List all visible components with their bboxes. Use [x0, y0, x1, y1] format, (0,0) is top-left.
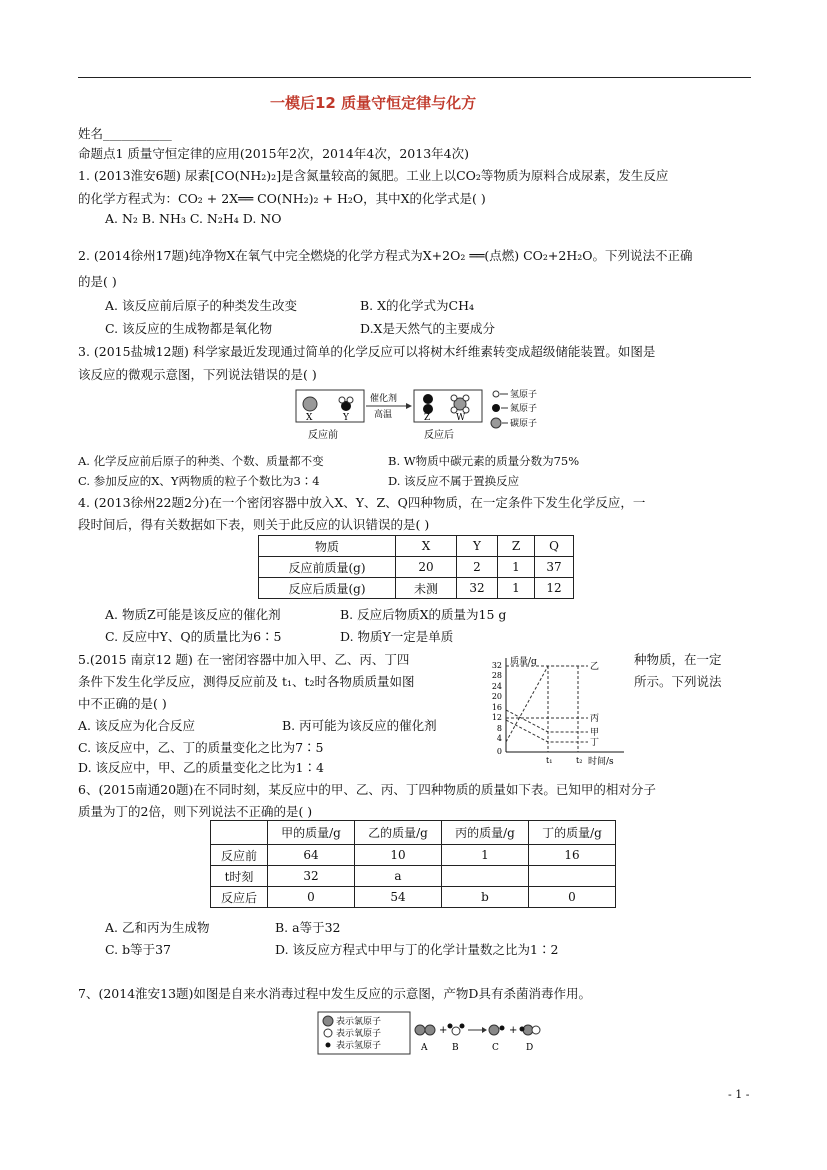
table-cell: Y: [457, 536, 498, 557]
label-y: Y: [343, 413, 349, 423]
table-cell: 54: [355, 887, 442, 908]
y-axis-label: 质量/g: [510, 657, 537, 667]
after-label: 反应后: [424, 430, 454, 441]
label-x: X: [306, 413, 313, 423]
table-row: [259, 578, 574, 599]
table-cell: 32: [268, 866, 355, 887]
series-label-ding: 丁: [590, 738, 600, 748]
y-tick: 12: [491, 713, 502, 722]
q2-option-c: C. 该反应的生成物都是氧化物: [105, 321, 273, 336]
label-b: B: [452, 1043, 459, 1053]
q2-option-d: D.X是天然气的主要成分: [360, 321, 495, 336]
table-cell: [211, 821, 268, 845]
table-cell: 物质: [259, 536, 396, 557]
q7-reaction-diagram: [316, 1010, 546, 1058]
x-axis-label: 时间/s: [588, 757, 614, 767]
legend-2: 表示氧原子: [336, 1029, 382, 1039]
q4-option-a: A. 物质Z可能是该反应的催化剂: [105, 607, 281, 622]
q1-stem-1: 1. (2013淮安6题) 尿素[CO(NH₂)₂]是含氮量较高的氮肥。工业上以CO₂等物质为原料合成尿素，发生反应: [78, 168, 669, 183]
label-d: D: [526, 1043, 534, 1053]
page-title: 一模后12 质量守恒定律与化方: [270, 94, 477, 112]
table-cell: 1: [498, 557, 535, 578]
q4-option-b: B. 反应后物质X的质量为15 g: [340, 607, 507, 622]
oxygen-atom-icon: [324, 1029, 332, 1037]
y-tick: 8: [496, 724, 502, 733]
svg-text:+: +: [509, 1025, 518, 1036]
q5-option-c: C. 该反应中，乙、丁的质量变化之比为7∶5: [78, 740, 324, 755]
y-tick: 0: [496, 747, 502, 756]
label-a: A: [421, 1043, 428, 1053]
table-row: [211, 821, 616, 845]
table-cell: 1: [442, 845, 529, 866]
q6-data-table: [210, 820, 616, 908]
q4-stem-2: 段时间后，得有关数据如下表，则关于此反应的认识错误的是( ): [78, 517, 430, 532]
q3-option-b: B. W物质中碳元素的质量分数为75%: [388, 454, 580, 468]
table-cell: 0: [529, 887, 616, 908]
legend-carbon: 碳原子: [510, 419, 538, 429]
table-cell: 10: [355, 845, 442, 866]
table-cell: 反应前质量(g): [259, 557, 396, 578]
q5-stem-3: 中不正确的是( ): [78, 696, 167, 711]
series-label-yi: 乙: [590, 662, 600, 672]
table-cell: 20: [396, 557, 457, 578]
q6-option-a: A. 乙和丙为生成物: [105, 920, 210, 935]
table-cell: 32: [457, 578, 498, 599]
y-tick: 20: [491, 692, 502, 701]
q6-option-b: B. a等于32: [275, 920, 341, 935]
q4-stem-1: 4. (2013徐州22题2分)在一个密闭容器中放入X、Y、Z、Q四种物质，在一定条件下发生化学反应，一: [78, 495, 646, 510]
table-cell: [529, 866, 616, 887]
topic-heading: 命题点1 质量守恒定律的应用(2015年2次，2014年4次，2013年4次): [78, 146, 469, 161]
q3-option-d: D. 该反应不属于置换反应: [388, 474, 520, 488]
series-yi-line: [506, 666, 588, 742]
y-tick: 4: [496, 734, 502, 743]
table-cell: 反应前: [211, 845, 268, 866]
legend-1: 表示氯原子: [336, 1017, 382, 1027]
series-label-bing: 丙: [590, 714, 600, 724]
table-cell: 2: [457, 557, 498, 578]
q5-mass-chart: [484, 652, 634, 768]
q2-option-a: A. 该反应前后原子的种类发生改变: [105, 298, 297, 313]
table-cell: 未测: [396, 578, 457, 599]
table-cell: 0: [268, 887, 355, 908]
table-cell: 37: [535, 557, 574, 578]
q3-option-a: A. 化学反应前后原子的种类、个数、质量都不变: [78, 454, 324, 468]
table-cell: X: [396, 536, 457, 557]
top-rule: [78, 77, 751, 78]
heat-label: 高温: [374, 410, 393, 420]
q3-stem-1: 3. (2015盐城12题) 科学家最近发现通过简单的化学反应可以将树木纤维素转变成超级储能装置。如图是: [78, 344, 656, 359]
label-c: C: [492, 1043, 499, 1053]
table-cell: 反应后质量(g): [259, 578, 396, 599]
y-tick: 24: [491, 682, 502, 691]
q5-option-a: A. 该反应为化合反应: [78, 718, 195, 733]
q2-stem-1: 2. (2014徐州17题)纯净物X在氧气中完全燃烧的化学方程式为X+2O₂ ══(点燃) CO₂+2H₂O。下列说法不正确: [78, 248, 693, 263]
q5-stem-1b: 种物质，在一定: [634, 652, 722, 667]
page-number: - 1 -: [728, 1088, 750, 1101]
table-cell: 12: [535, 578, 574, 599]
x-tick-t2: t₂: [576, 756, 583, 765]
q6-stem-1: 6、(2015南通20题)在不同时刻，某反应中的甲、乙、丙、丁四种物质的质量如下表。已知甲的相对分子: [78, 782, 656, 797]
q6-stem-2: 质量为丁的2倍，则下列说法不正确的是( ): [78, 804, 313, 819]
q5-stem-1a: 5.(2015 南京12 题) 在一密闭容器中加入甲、乙、丙、丁四: [78, 652, 410, 667]
catalyst-label: 催化剂: [370, 394, 398, 404]
table-row: [211, 845, 616, 866]
table-cell: 乙的质量/g: [355, 821, 442, 845]
legend-hydrogen: 氢原子: [510, 390, 538, 400]
table-cell: b: [442, 887, 529, 908]
name-field: 姓名___________: [78, 126, 172, 141]
chlorine-atom-icon: [323, 1016, 333, 1026]
legend-nitrogen: 氮原子: [510, 404, 538, 414]
table-cell: 16: [529, 845, 616, 866]
table-cell: Z: [498, 536, 535, 557]
table-cell: 1: [498, 578, 535, 599]
hydrogen-atom-icon: [326, 1043, 331, 1048]
y-tick: 32: [491, 661, 502, 670]
table-cell: [442, 866, 529, 887]
table-cell: 64: [268, 845, 355, 866]
table-cell: a: [355, 866, 442, 887]
q1-stem-2: 的化学方程式为：CO₂ + 2X══ CO(NH₂)₂ + H₂O，其中X的化学式是( ): [78, 191, 486, 206]
table-cell: 甲的质量/g: [268, 821, 355, 845]
q5-option-d: D. 该反应中，甲、乙的质量变化之比为1∶4: [78, 760, 324, 775]
q4-option-c: C. 反应中Y、Q的质量比为6∶5: [105, 629, 282, 644]
before-label: 反应前: [308, 430, 338, 441]
q3-reaction-diagram: [294, 386, 574, 446]
q4-data-table: [258, 535, 574, 599]
svg-text:+: +: [439, 1025, 448, 1036]
table-row: [211, 866, 616, 887]
q3-option-c: C. 参加反应的X、Y两物质的粒子个数比为3∶4: [78, 474, 320, 488]
q2-option-b: B. X的化学式为CH₄: [360, 298, 475, 313]
table-cell: Q: [535, 536, 574, 557]
y-tick: 28: [491, 671, 502, 680]
table-cell: 丙的质量/g: [442, 821, 529, 845]
q4-option-d: D. 物质Y一定是单质: [340, 629, 454, 644]
table-cell: 反应后: [211, 887, 268, 908]
table-row: [259, 557, 574, 578]
q1-options: A. N₂ B. NH₃ C. N₂H₄ D. NO: [105, 211, 282, 226]
label-z: Z: [424, 413, 431, 423]
x-tick-t1: t₁: [546, 756, 553, 765]
q6-option-c: C. b等于37: [105, 942, 171, 957]
carbon-atom-icon: [303, 397, 317, 411]
q5-option-b: B. 丙可能为该反应的催化剂: [282, 718, 437, 733]
q2-stem-2: 的是( ): [78, 274, 117, 289]
table-row: [211, 887, 616, 908]
table-cell: 丁的质量/g: [529, 821, 616, 845]
series-label-jia: 甲: [590, 728, 600, 738]
table-cell: t时刻: [211, 866, 268, 887]
table-row: [259, 536, 574, 557]
series-jia-line: [506, 710, 588, 732]
q7-stem: 7、(2014淮安13题)如图是自来水消毒过程中发生反应的示意图，产物D具有杀菌消毒作用。: [78, 986, 591, 1001]
q5-stem-2a: 条件下发生化学反应，测得反应前及 t₁、t₂时各物质质量如图: [78, 674, 415, 689]
q3-stem-2: 该反应的微观示意图，下列说法错误的是( ): [78, 367, 317, 382]
legend-3: 表示氢原子: [336, 1041, 382, 1051]
hydrogen-atom-icon: [339, 397, 345, 403]
q6-option-d: D. 该反应方程式中甲与丁的化学计量数之比为1∶2: [275, 942, 559, 957]
q5-stem-2b: 所示。下列说法: [634, 674, 722, 689]
y-tick: 16: [491, 703, 502, 712]
label-w: W: [456, 413, 466, 423]
